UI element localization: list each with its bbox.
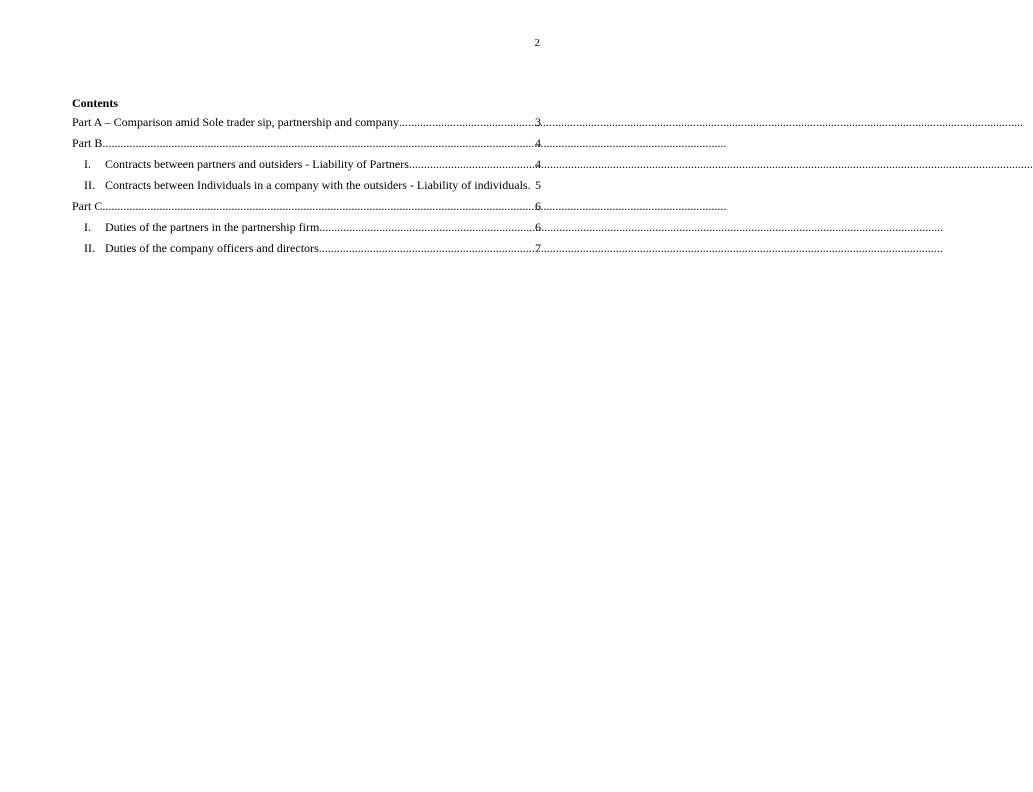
toc-entry-page: 4 bbox=[535, 136, 541, 150]
toc-entry-page: 5 bbox=[535, 178, 541, 192]
toc-leader-dots bbox=[319, 220, 534, 234]
toc-entry-page: 3 bbox=[535, 115, 541, 129]
toc-entry-part-a[interactable] bbox=[72, 115, 541, 136]
toc-entry-text: Contracts between Individuals in a company with the outsiders - Liability of individuals. bbox=[105, 178, 531, 192]
toc-leader-dots bbox=[102, 136, 534, 150]
toc-entry-text: Duties of the company officers and directors bbox=[105, 241, 319, 255]
toc-entry-number: I. bbox=[84, 157, 91, 171]
toc-entry-text: Contracts between partners and outsiders - Liability of Partners bbox=[105, 157, 409, 171]
table-of-contents bbox=[72, 115, 541, 262]
toc-entry-part-b-ii[interactable] bbox=[72, 178, 541, 199]
toc-entry-text: Part B bbox=[72, 136, 103, 150]
toc-entry-number: II. bbox=[84, 241, 95, 255]
toc-entry-page: 6 bbox=[535, 199, 541, 213]
toc-title: Contents bbox=[72, 96, 119, 110]
toc-entry-part-b[interactable] bbox=[72, 136, 541, 157]
toc-entry-part-b-i[interactable] bbox=[72, 157, 541, 178]
toc-entry-page: 7 bbox=[535, 241, 541, 255]
toc-entry-part-c-i[interactable] bbox=[72, 220, 541, 241]
toc-leader-dots bbox=[409, 157, 534, 171]
toc-entry-text: Part C bbox=[72, 199, 103, 213]
toc-entry-text: Duties of the partners in the partnership firm bbox=[105, 220, 320, 234]
toc-leader-dots bbox=[319, 241, 534, 255]
toc-entry-number: I. bbox=[84, 220, 91, 234]
toc-entry-page: 6 bbox=[535, 220, 541, 234]
toc-entry-part-c-ii[interactable] bbox=[72, 241, 541, 262]
toc-entry-part-c[interactable] bbox=[72, 199, 541, 220]
toc-leader-dots bbox=[102, 199, 534, 213]
page-number: 2 bbox=[534, 37, 540, 49]
toc-entry-page: 4 bbox=[535, 157, 541, 171]
toc-entry-text: Part A – Comparison amid Sole trader sip, partnership and company bbox=[72, 115, 399, 129]
toc-leader-dots bbox=[399, 115, 534, 129]
toc-entry-number: II. bbox=[84, 178, 95, 192]
